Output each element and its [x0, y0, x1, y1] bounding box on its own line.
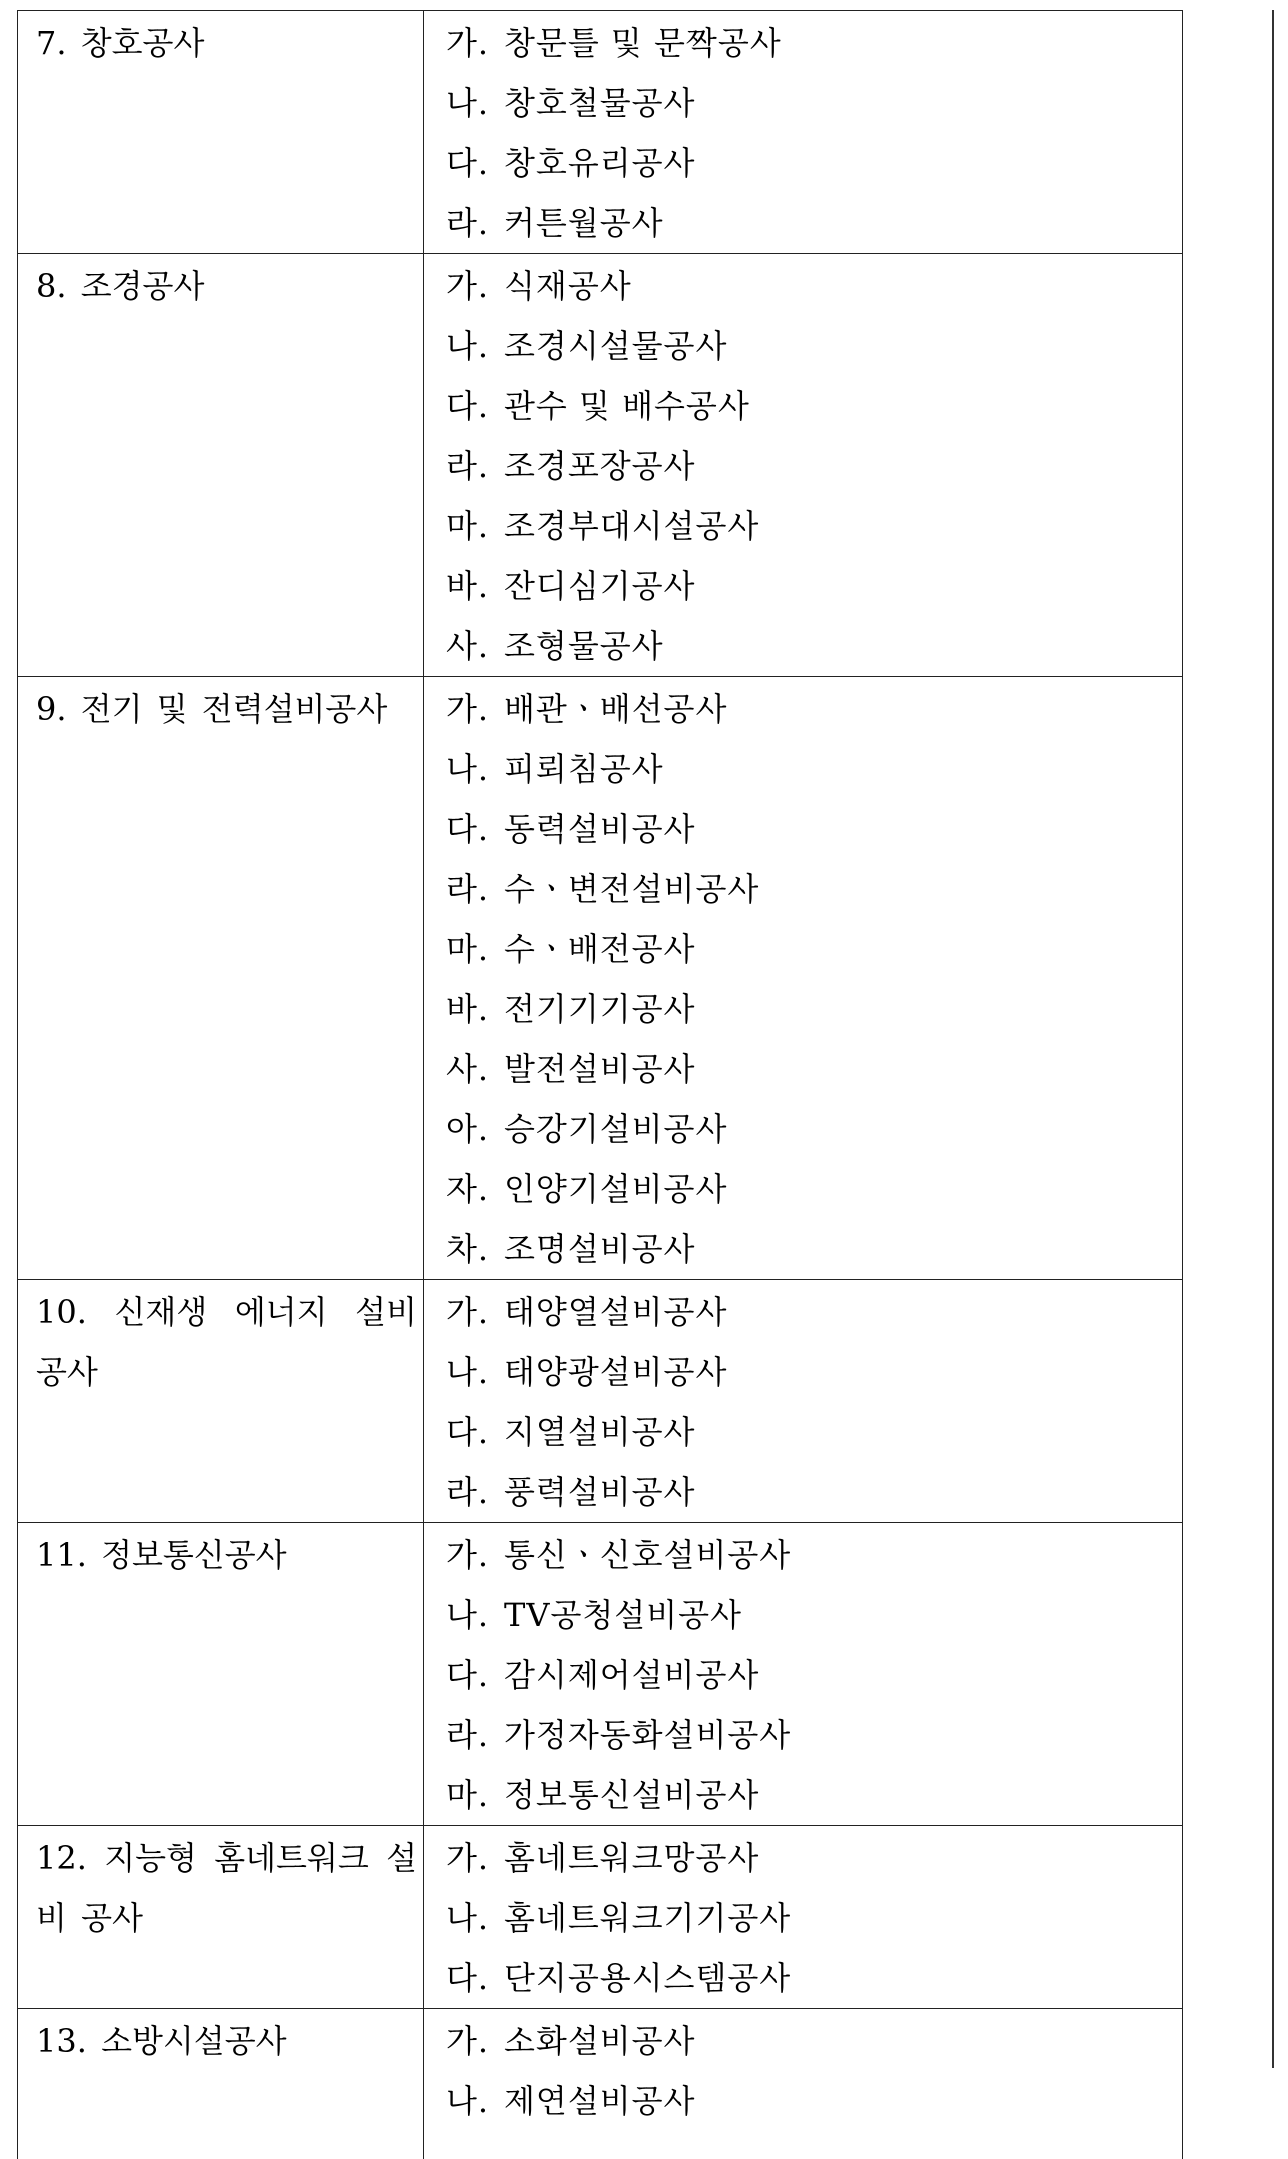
item-text: 관수 및 배수공사: [504, 387, 750, 425]
item-marker: 다.: [446, 133, 504, 193]
item-text: 지열설비공사: [504, 1413, 695, 1451]
list-item: [446, 616, 1182, 676]
list-item: [446, 193, 1182, 253]
item-text: 단지공용시스템공사: [504, 1959, 791, 1997]
items-cell: [424, 1280, 1183, 1523]
item-text: 조경부대시설공사: [504, 507, 759, 545]
list-item: [446, 496, 1182, 556]
table-row: [18, 254, 1183, 677]
item-marker: 가.: [446, 256, 504, 316]
table-row: [18, 1826, 1183, 2009]
item-marker: 다.: [446, 799, 504, 859]
table-row: [18, 1523, 1183, 1826]
item-text: 피뢰침공사: [504, 750, 664, 788]
list-item: [446, 436, 1182, 496]
list-item: [446, 73, 1182, 133]
list-item: [446, 1828, 1182, 1888]
list-item: [446, 1525, 1182, 1585]
list-item: [446, 1462, 1182, 1522]
list-item: [446, 799, 1182, 859]
item-list: [424, 11, 1182, 253]
item-marker: 나.: [446, 1585, 504, 1645]
item-text: 감시제어설비공사: [504, 1656, 759, 1694]
category-label: 10. 신재생 에너지 설비 공사: [18, 1280, 423, 1402]
list-item: [446, 1888, 1182, 1948]
table-body: [18, 11, 1183, 2159]
item-marker: 라.: [446, 1705, 504, 1765]
items-cell: [424, 2009, 1183, 2159]
category-cell: [18, 677, 424, 1280]
items-cell: [424, 1523, 1183, 1826]
item-text: 동력설비공사: [504, 810, 695, 848]
item-text: 창호철물공사: [504, 84, 695, 122]
category-cell: [18, 254, 424, 677]
category-cell: [18, 1280, 424, 1523]
list-item: [446, 1099, 1182, 1159]
category-label: 12. 지능형 홈네트워크 설비 공사: [18, 1826, 423, 1948]
list-item: [446, 2011, 1182, 2071]
item-marker: 나.: [446, 73, 504, 133]
item-marker: 바.: [446, 556, 504, 616]
list-item: [446, 1219, 1182, 1279]
table-row: [18, 677, 1183, 1280]
item-marker: 나.: [446, 1888, 504, 1948]
category-label: 13. 소방시설공사: [18, 2009, 423, 2071]
item-list: [424, 2009, 1182, 2131]
list-item: [446, 256, 1182, 316]
item-text: 정보통신설비공사: [504, 1776, 759, 1814]
construction-work-table: [17, 10, 1183, 2159]
item-text: 풍력설비공사: [504, 1473, 695, 1511]
item-text: 승강기설비공사: [504, 1110, 727, 1148]
item-marker: 라.: [446, 1462, 504, 1522]
list-item: [446, 1282, 1182, 1342]
item-marker: 마.: [446, 1765, 504, 1825]
item-text: 조경포장공사: [504, 447, 695, 485]
category-label: 11. 정보통신공사: [18, 1523, 423, 1585]
item-list: [424, 677, 1182, 1279]
list-item: [446, 859, 1182, 919]
item-text: 통신ㆍ신호설비공사: [504, 1536, 791, 1574]
item-list: [424, 1523, 1182, 1825]
item-marker: 다.: [446, 1645, 504, 1705]
item-text: 식재공사: [504, 267, 632, 305]
item-marker: 다.: [446, 1948, 504, 2008]
item-marker: 사.: [446, 1039, 504, 1099]
item-text: 홈네트워크기기공사: [504, 1899, 791, 1937]
list-item: [446, 1039, 1182, 1099]
item-text: 소화설비공사: [504, 2022, 695, 2060]
item-text: 제연설비공사: [504, 2082, 695, 2120]
item-marker: 아.: [446, 1099, 504, 1159]
category-label: 9. 전기 및 전력설비공사: [18, 677, 423, 739]
item-text: 커튼월공사: [504, 204, 664, 242]
items-cell: [424, 1826, 1183, 2009]
items-cell: [424, 254, 1183, 677]
list-item: [446, 2071, 1182, 2131]
item-marker: 가.: [446, 2011, 504, 2071]
category-cell: [18, 11, 424, 254]
item-text: 태양열설비공사: [504, 1293, 727, 1331]
item-marker: 가.: [446, 679, 504, 739]
item-marker: 바.: [446, 979, 504, 1039]
list-item: [446, 979, 1182, 1039]
list-item: [446, 376, 1182, 436]
list-item: [446, 1159, 1182, 1219]
list-item: [446, 919, 1182, 979]
table-row: [18, 2009, 1183, 2159]
item-text: 배관ㆍ배선공사: [504, 690, 727, 728]
item-text: 조형물공사: [504, 627, 664, 665]
item-marker: 다.: [446, 1402, 504, 1462]
item-text: TV공청설비공사: [504, 1596, 742, 1634]
item-text: 수ㆍ배전공사: [504, 930, 695, 968]
item-marker: 사.: [446, 616, 504, 676]
item-marker: 자.: [446, 1159, 504, 1219]
item-marker: 가.: [446, 1828, 504, 1888]
items-cell: [424, 11, 1183, 254]
item-marker: 라.: [446, 859, 504, 919]
item-text: 창문틀 및 문짝공사: [504, 24, 782, 62]
item-marker: 마.: [446, 496, 504, 556]
category-cell: [18, 2009, 424, 2159]
item-text: 창호유리공사: [504, 144, 695, 182]
item-text: 조명설비공사: [504, 1230, 695, 1268]
list-item: [446, 1948, 1182, 2008]
item-list: [424, 1826, 1182, 2008]
item-text: 수ㆍ변전설비공사: [504, 870, 759, 908]
item-text: 발전설비공사: [504, 1050, 695, 1088]
item-marker: 마.: [446, 919, 504, 979]
list-item: [446, 1645, 1182, 1705]
table-row: [18, 11, 1183, 254]
item-marker: 나.: [446, 739, 504, 799]
category-label: 8. 조경공사: [18, 254, 423, 316]
item-marker: 차.: [446, 1219, 504, 1279]
list-item: [446, 133, 1182, 193]
item-list: [424, 254, 1182, 676]
item-marker: 나.: [446, 2071, 504, 2131]
item-marker: 라.: [446, 193, 504, 253]
list-item: [446, 679, 1182, 739]
category-label: 7. 창호공사: [18, 11, 423, 73]
list-item: [446, 1705, 1182, 1765]
item-text: 전기기기공사: [504, 990, 695, 1028]
item-text: 가정자동화설비공사: [504, 1716, 791, 1754]
item-marker: 나.: [446, 316, 504, 376]
item-text: 태양광설비공사: [504, 1353, 727, 1391]
list-item: [446, 1765, 1182, 1825]
list-item: [446, 13, 1182, 73]
item-text: 인양기설비공사: [504, 1170, 727, 1208]
table-row: [18, 1280, 1183, 1523]
list-item: [446, 1402, 1182, 1462]
item-list: [424, 1280, 1182, 1522]
item-text: 잔디심기공사: [504, 567, 695, 605]
item-marker: 가.: [446, 13, 504, 73]
item-marker: 라.: [446, 436, 504, 496]
list-item: [446, 1342, 1182, 1402]
items-cell: [424, 677, 1183, 1280]
page-margin-rule: [1272, 10, 1274, 2068]
list-item: [446, 316, 1182, 376]
item-text: 홈네트워크망공사: [504, 1839, 759, 1877]
list-item: [446, 739, 1182, 799]
list-item: [446, 556, 1182, 616]
category-cell: [18, 1826, 424, 2009]
item-marker: 가.: [446, 1282, 504, 1342]
item-marker: 가.: [446, 1525, 504, 1585]
category-cell: [18, 1523, 424, 1826]
list-item: [446, 1585, 1182, 1645]
item-marker: 다.: [446, 376, 504, 436]
item-text: 조경시설물공사: [504, 327, 727, 365]
item-marker: 나.: [446, 1342, 504, 1402]
